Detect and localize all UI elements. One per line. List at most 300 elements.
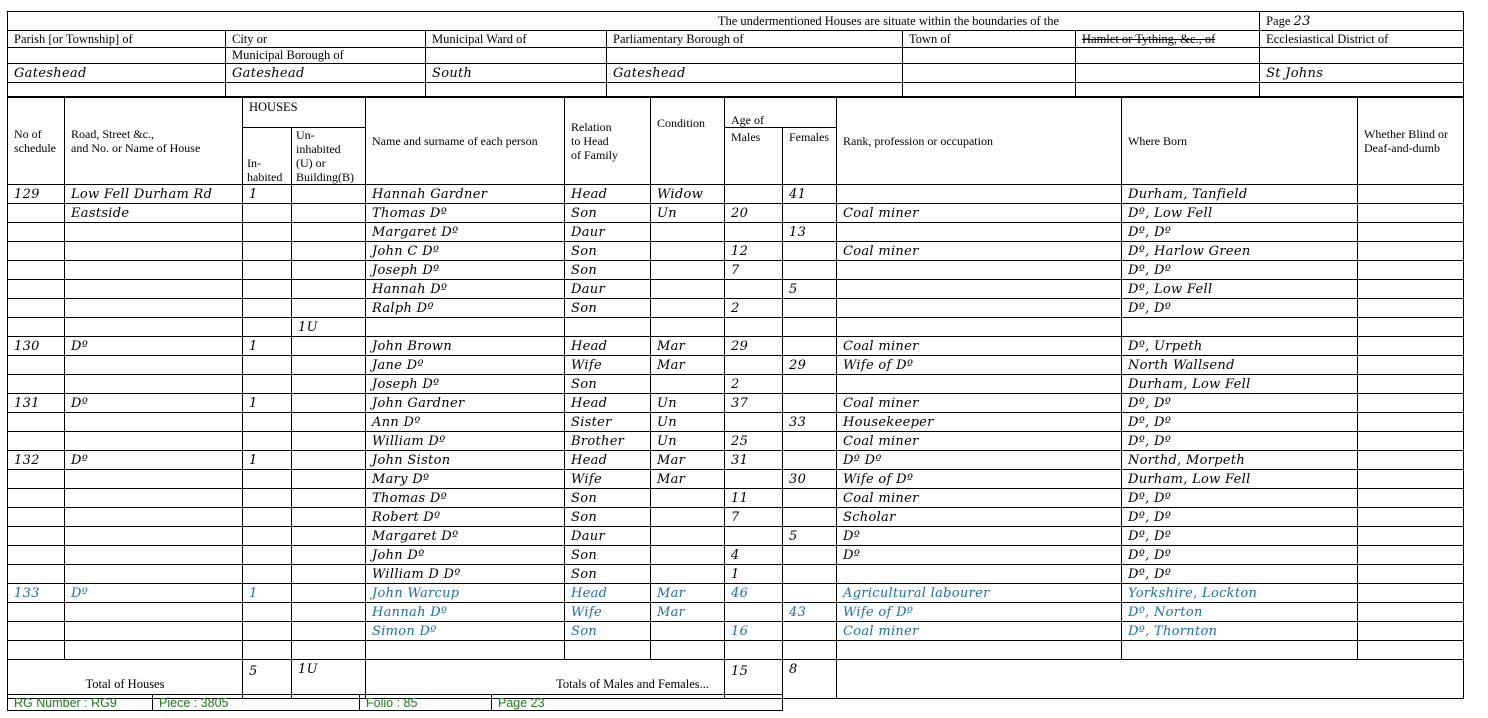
cell-road	[65, 489, 243, 508]
cell-blind	[1358, 641, 1464, 660]
city-label: City or	[226, 31, 426, 48]
cell-road	[65, 527, 243, 546]
cell-name: William D Dº	[366, 565, 565, 584]
cell-females: 43	[783, 603, 837, 622]
cell-born: Dº, Dº	[1122, 299, 1358, 318]
cell-condition	[651, 527, 725, 546]
piece-number: Piece : 3805	[153, 695, 360, 711]
col-uninhabited-l4: Building(B)	[296, 170, 355, 184]
cell-occupation	[837, 223, 1122, 242]
cell-occupation: Coal miner	[837, 622, 1122, 641]
cell-females	[783, 451, 837, 470]
cell-blind	[1358, 242, 1464, 261]
cell-condition	[651, 622, 725, 641]
cell-schedule	[8, 527, 65, 546]
col-schedule	[8, 98, 65, 185]
total-uninhabited: 1U	[292, 660, 366, 699]
cell-females: 5	[783, 280, 837, 299]
cell-condition: Mar	[651, 470, 725, 489]
city-value: Gateshead	[226, 64, 426, 83]
cell-born: Dº, Dº	[1122, 508, 1358, 527]
cell-road: Dº	[65, 337, 243, 356]
town-value	[903, 64, 1076, 83]
cell-uninhabited	[292, 546, 366, 565]
cell-males	[725, 280, 783, 299]
cell-females	[783, 622, 837, 641]
cell-condition	[651, 318, 725, 337]
cell-blind	[1358, 280, 1464, 299]
table-row	[8, 489, 1464, 508]
cell-females: 29	[783, 356, 837, 375]
table-row	[8, 565, 1464, 584]
cell-blind	[1358, 261, 1464, 280]
cell-inhabited	[243, 356, 292, 375]
cell-relation: Daur	[565, 527, 651, 546]
cell-occupation: Scholar	[837, 508, 1122, 527]
col-name: Name and surname of each person	[366, 98, 565, 185]
cell-relation: Daur	[565, 223, 651, 242]
cell-uninhabited	[292, 527, 366, 546]
cell-relation: Brother	[565, 432, 651, 451]
cell-born: Dº, Low Fell	[1122, 204, 1358, 223]
cell-road	[65, 622, 243, 641]
cell-uninhabited	[292, 356, 366, 375]
table-row	[8, 394, 1464, 413]
cell-born: Dº, Dº	[1122, 394, 1358, 413]
cell-inhabited: 1	[243, 584, 292, 603]
cell-occupation: Wife of Dº	[837, 603, 1122, 622]
cell-females: 30	[783, 470, 837, 489]
cell-males	[725, 356, 783, 375]
cell-inhabited	[243, 565, 292, 584]
cell-relation: Son	[565, 565, 651, 584]
col-road-l2: and No. or Name of House	[71, 141, 201, 155]
cell-relation: Son	[565, 489, 651, 508]
table-row	[8, 242, 1464, 261]
col-uninhabited-l3: (U) or	[296, 156, 326, 170]
cell-females	[783, 299, 837, 318]
cell-schedule	[8, 356, 65, 375]
cell-schedule	[8, 546, 65, 565]
cell-occupation: Dº	[837, 527, 1122, 546]
col-condition: Condition	[651, 98, 725, 185]
cell-condition	[651, 261, 725, 280]
cell-inhabited	[243, 641, 292, 660]
cell-females	[783, 242, 837, 261]
cell-inhabited	[243, 223, 292, 242]
cell-relation: Son	[565, 299, 651, 318]
cell-inhabited	[243, 546, 292, 565]
cell-schedule: 130	[8, 337, 65, 356]
ward-value: South	[426, 64, 607, 83]
col-males: Males	[725, 128, 783, 185]
table-row	[8, 622, 1464, 641]
col-schedule-l2: schedule	[14, 141, 56, 155]
cell-relation: Son	[565, 508, 651, 527]
cell-relation: Son	[565, 242, 651, 261]
cell-occupation	[837, 375, 1122, 394]
cell-inhabited	[243, 622, 292, 641]
cell-born: Dº, Thornton	[1122, 622, 1358, 641]
cell-schedule	[8, 280, 65, 299]
cell-schedule	[8, 318, 65, 337]
col-females: Females	[783, 128, 837, 185]
col-relation-l3: of Family	[571, 148, 618, 162]
col-uninhabited-l1: Un-	[296, 128, 315, 142]
cell-occupation: Coal miner	[837, 204, 1122, 223]
cell-females	[783, 584, 837, 603]
cell-uninhabited	[292, 413, 366, 432]
col-blind-l2: Deaf-and-dumb	[1364, 141, 1440, 155]
cell-road: Eastside	[65, 204, 243, 223]
cell-females	[783, 261, 837, 280]
cell-blind	[1358, 546, 1464, 565]
cell-males: 7	[725, 261, 783, 280]
total-females: 8	[783, 660, 837, 699]
cell-males	[725, 223, 783, 242]
col-occupation: Rank, profession or occupation	[837, 98, 1122, 185]
cell-condition	[651, 223, 725, 242]
cell-occupation	[837, 261, 1122, 280]
cell-females	[783, 641, 837, 660]
cell-condition: Mar	[651, 337, 725, 356]
cell-males: 7	[725, 508, 783, 527]
cell-males	[725, 413, 783, 432]
boundary-text: The undermentioned Houses are situate within the boundaries of the	[8, 12, 1260, 31]
cell-occupation	[837, 299, 1122, 318]
cell-blind	[1358, 451, 1464, 470]
cell-occupation	[837, 280, 1122, 299]
cell-relation: Son	[565, 261, 651, 280]
cell-schedule: 132	[8, 451, 65, 470]
cell-uninhabited	[292, 508, 366, 527]
col-relation	[565, 98, 651, 185]
cell-road	[65, 413, 243, 432]
total-persons-label: Totals of Males and Females...	[366, 660, 725, 699]
cell-females	[783, 337, 837, 356]
cell-born: Dº, Dº	[1122, 432, 1358, 451]
cell-uninhabited	[292, 280, 366, 299]
cell-name: Jane Dº	[366, 356, 565, 375]
cell-name: John Brown	[366, 337, 565, 356]
cell-name: Hannah Gardner	[366, 185, 565, 204]
cell-occupation: Coal miner	[837, 489, 1122, 508]
col-road	[65, 98, 243, 185]
cell-born	[1122, 641, 1358, 660]
cell-inhabited	[243, 603, 292, 622]
page-label: Page	[1266, 13, 1291, 28]
cell-condition: Un	[651, 204, 725, 223]
cell-name: John C Dº	[366, 242, 565, 261]
cell-uninhabited	[292, 489, 366, 508]
cell-name: John Warcup	[366, 584, 565, 603]
cell-blind	[1358, 356, 1464, 375]
cell-condition: Mar	[651, 584, 725, 603]
census-table	[7, 97, 1464, 699]
table-row	[8, 280, 1464, 299]
cell-born: Dº, Harlow Green	[1122, 242, 1358, 261]
cell-born: Dº, Dº	[1122, 223, 1358, 242]
cell-males: 46	[725, 584, 783, 603]
cell-name: Hannah Dº	[366, 280, 565, 299]
cell-schedule	[8, 299, 65, 318]
cell-inhabited	[243, 204, 292, 223]
cell-name: John Dº	[366, 546, 565, 565]
cell-males: 16	[725, 622, 783, 641]
col-inhabited	[243, 128, 292, 185]
cell-occupation	[837, 565, 1122, 584]
cell-road	[65, 375, 243, 394]
cell-uninhabited	[292, 432, 366, 451]
cell-road	[65, 299, 243, 318]
cell-name: Joseph Dº	[366, 261, 565, 280]
cell-males: 2	[725, 375, 783, 394]
cell-relation: Son	[565, 622, 651, 641]
cell-males: 2	[725, 299, 783, 318]
table-row	[8, 584, 1464, 603]
cell-inhabited: 1	[243, 394, 292, 413]
cell-occupation: Housekeeper	[837, 413, 1122, 432]
cell-uninhabited	[292, 185, 366, 204]
cell-inhabited: 1	[243, 451, 292, 470]
cell-schedule	[8, 489, 65, 508]
cell-born	[1122, 318, 1358, 337]
cell-blind	[1358, 432, 1464, 451]
table-row	[8, 223, 1464, 242]
cell-schedule	[8, 375, 65, 394]
cell-inhabited	[243, 375, 292, 394]
cell-males: 25	[725, 432, 783, 451]
table-row	[8, 375, 1464, 394]
cell-name: Joseph Dº	[366, 375, 565, 394]
cell-road	[65, 508, 243, 527]
city-label-2: Municipal Borough of	[226, 48, 426, 64]
cell-relation: Son	[565, 204, 651, 223]
cell-road	[65, 432, 243, 451]
folio-number: Folio : 85	[360, 695, 492, 711]
cell-name: Hannah Dº	[366, 603, 565, 622]
cell-born: Northd, Morpeth	[1122, 451, 1358, 470]
cell-occupation: Coal miner	[837, 432, 1122, 451]
cell-schedule	[8, 641, 65, 660]
cell-uninhabited	[292, 242, 366, 261]
table-row	[8, 508, 1464, 527]
cell-name: Thomas Dº	[366, 489, 565, 508]
cell-inhabited	[243, 299, 292, 318]
cell-name: John Siston	[366, 451, 565, 470]
cell-schedule	[8, 223, 65, 242]
cell-females	[783, 432, 837, 451]
cell-name: Thomas Dº	[366, 204, 565, 223]
cell-blind	[1358, 318, 1464, 337]
col-schedule-l1: No of	[14, 127, 42, 141]
cell-schedule	[8, 413, 65, 432]
cell-road	[65, 470, 243, 489]
cell-occupation: Dº Dº	[837, 451, 1122, 470]
cell-males: 20	[725, 204, 783, 223]
cell-condition	[651, 375, 725, 394]
hamlet-label: Hamlet or Tything, &c., of	[1076, 31, 1260, 48]
cell-relation: Head	[565, 451, 651, 470]
cell-uninhabited	[292, 470, 366, 489]
cell-name	[366, 641, 565, 660]
cell-name: Ann Dº	[366, 413, 565, 432]
page-number: 23	[1293, 13, 1311, 29]
cell-relation: Daur	[565, 280, 651, 299]
cell-males: 4	[725, 546, 783, 565]
cell-females	[783, 508, 837, 527]
cell-occupation: Wife of Dº	[837, 470, 1122, 489]
cell-condition	[651, 565, 725, 584]
cell-name: Margaret Dº	[366, 527, 565, 546]
cell-inhabited: 1	[243, 337, 292, 356]
cell-name: Margaret Dº	[366, 223, 565, 242]
cell-road	[65, 223, 243, 242]
cell-inhabited	[243, 470, 292, 489]
cell-inhabited	[243, 242, 292, 261]
cell-condition	[651, 508, 725, 527]
cell-condition	[651, 280, 725, 299]
cell-road	[65, 242, 243, 261]
table-row	[8, 413, 1464, 432]
cell-condition: Un	[651, 394, 725, 413]
cell-uninhabited	[292, 337, 366, 356]
cell-name	[366, 318, 565, 337]
cell-inhabited	[243, 318, 292, 337]
footer-page: Page 23	[492, 695, 783, 711]
cell-name: Mary Dº	[366, 470, 565, 489]
cell-males	[725, 470, 783, 489]
col-uninhabited	[292, 128, 366, 185]
col-born: Where Born	[1122, 98, 1358, 185]
cell-blind	[1358, 413, 1464, 432]
cell-born: Durham, Low Fell	[1122, 470, 1358, 489]
cell-males: 37	[725, 394, 783, 413]
cell-name: Ralph Dº	[366, 299, 565, 318]
cell-road: Dº	[65, 584, 243, 603]
cell-relation	[565, 318, 651, 337]
cell-blind	[1358, 185, 1464, 204]
reference-footer	[7, 694, 783, 711]
cell-relation: Son	[565, 546, 651, 565]
cell-uninhabited	[292, 603, 366, 622]
cell-name: Simon Dº	[366, 622, 565, 641]
col-uninhabited-l2: inhabited	[296, 142, 341, 156]
cell-born: North Wallsend	[1122, 356, 1358, 375]
cell-relation: Head	[565, 337, 651, 356]
cell-schedule	[8, 603, 65, 622]
cell-schedule	[8, 565, 65, 584]
hamlet-value	[1076, 64, 1260, 83]
cell-road	[65, 641, 243, 660]
cell-relation: Head	[565, 394, 651, 413]
parish-value: Gateshead	[8, 64, 226, 83]
cell-condition: Widow	[651, 185, 725, 204]
cell-road	[65, 565, 243, 584]
cell-relation: Wife	[565, 603, 651, 622]
cell-uninhabited: 1U	[292, 318, 366, 337]
table-row	[8, 641, 1464, 660]
col-inhabited-l1: In-	[247, 156, 261, 170]
cell-males: 12	[725, 242, 783, 261]
table-row	[8, 546, 1464, 565]
cell-females	[783, 489, 837, 508]
cell-blind	[1358, 394, 1464, 413]
cell-road: Dº	[65, 451, 243, 470]
table-row	[8, 432, 1464, 451]
cell-occupation: Dº	[837, 546, 1122, 565]
cell-blind	[1358, 204, 1464, 223]
totals-row	[8, 660, 1464, 699]
cell-road	[65, 318, 243, 337]
col-road-l1: Road, Street &c.,	[71, 127, 154, 141]
cell-females	[783, 204, 837, 223]
cell-born: Durham, Low Fell	[1122, 375, 1358, 394]
col-blind-l1: Whether Blind or	[1364, 127, 1448, 141]
cell-born: Durham, Tanfield	[1122, 185, 1358, 204]
cell-inhabited	[243, 432, 292, 451]
cell-occupation: Coal miner	[837, 242, 1122, 261]
cell-condition: Un	[651, 432, 725, 451]
cell-inhabited: 1	[243, 185, 292, 204]
cell-occupation: Coal miner	[837, 394, 1122, 413]
col-relation-l2: to Head	[571, 134, 609, 148]
cell-females	[783, 318, 837, 337]
cell-females: 41	[783, 185, 837, 204]
cell-uninhabited	[292, 261, 366, 280]
cell-females: 33	[783, 413, 837, 432]
cell-relation: Wife	[565, 356, 651, 375]
cell-blind	[1358, 299, 1464, 318]
cell-blind	[1358, 508, 1464, 527]
cell-blind	[1358, 470, 1464, 489]
ecclesiastical-value: St Johns	[1260, 64, 1464, 83]
cell-occupation: Agricultural labourer	[837, 584, 1122, 603]
table-row	[8, 603, 1464, 622]
cell-road	[65, 356, 243, 375]
cell-uninhabited	[292, 584, 366, 603]
cell-condition	[651, 489, 725, 508]
cell-uninhabited	[292, 622, 366, 641]
cell-blind	[1358, 489, 1464, 508]
cell-inhabited	[243, 280, 292, 299]
cell-blind	[1358, 584, 1464, 603]
col-age-of: Age of	[725, 98, 837, 128]
col-blind	[1358, 98, 1464, 185]
col-houses: HOUSES	[243, 98, 366, 128]
table-row	[8, 451, 1464, 470]
cell-males: 1	[725, 565, 783, 584]
total-males: 15	[725, 660, 783, 699]
cell-inhabited	[243, 413, 292, 432]
cell-born: Dº, Dº	[1122, 565, 1358, 584]
cell-condition	[651, 242, 725, 261]
cell-schedule	[8, 622, 65, 641]
cell-inhabited	[243, 261, 292, 280]
table-row	[8, 318, 1464, 337]
cell-schedule	[8, 508, 65, 527]
table-row	[8, 204, 1464, 223]
cell-born: Dº, Dº	[1122, 489, 1358, 508]
cell-inhabited	[243, 508, 292, 527]
cell-uninhabited	[292, 394, 366, 413]
cell-occupation	[837, 318, 1122, 337]
cell-name: John Gardner	[366, 394, 565, 413]
cell-males	[725, 527, 783, 546]
cell-condition	[651, 546, 725, 565]
cell-females	[783, 394, 837, 413]
cell-blind	[1358, 337, 1464, 356]
